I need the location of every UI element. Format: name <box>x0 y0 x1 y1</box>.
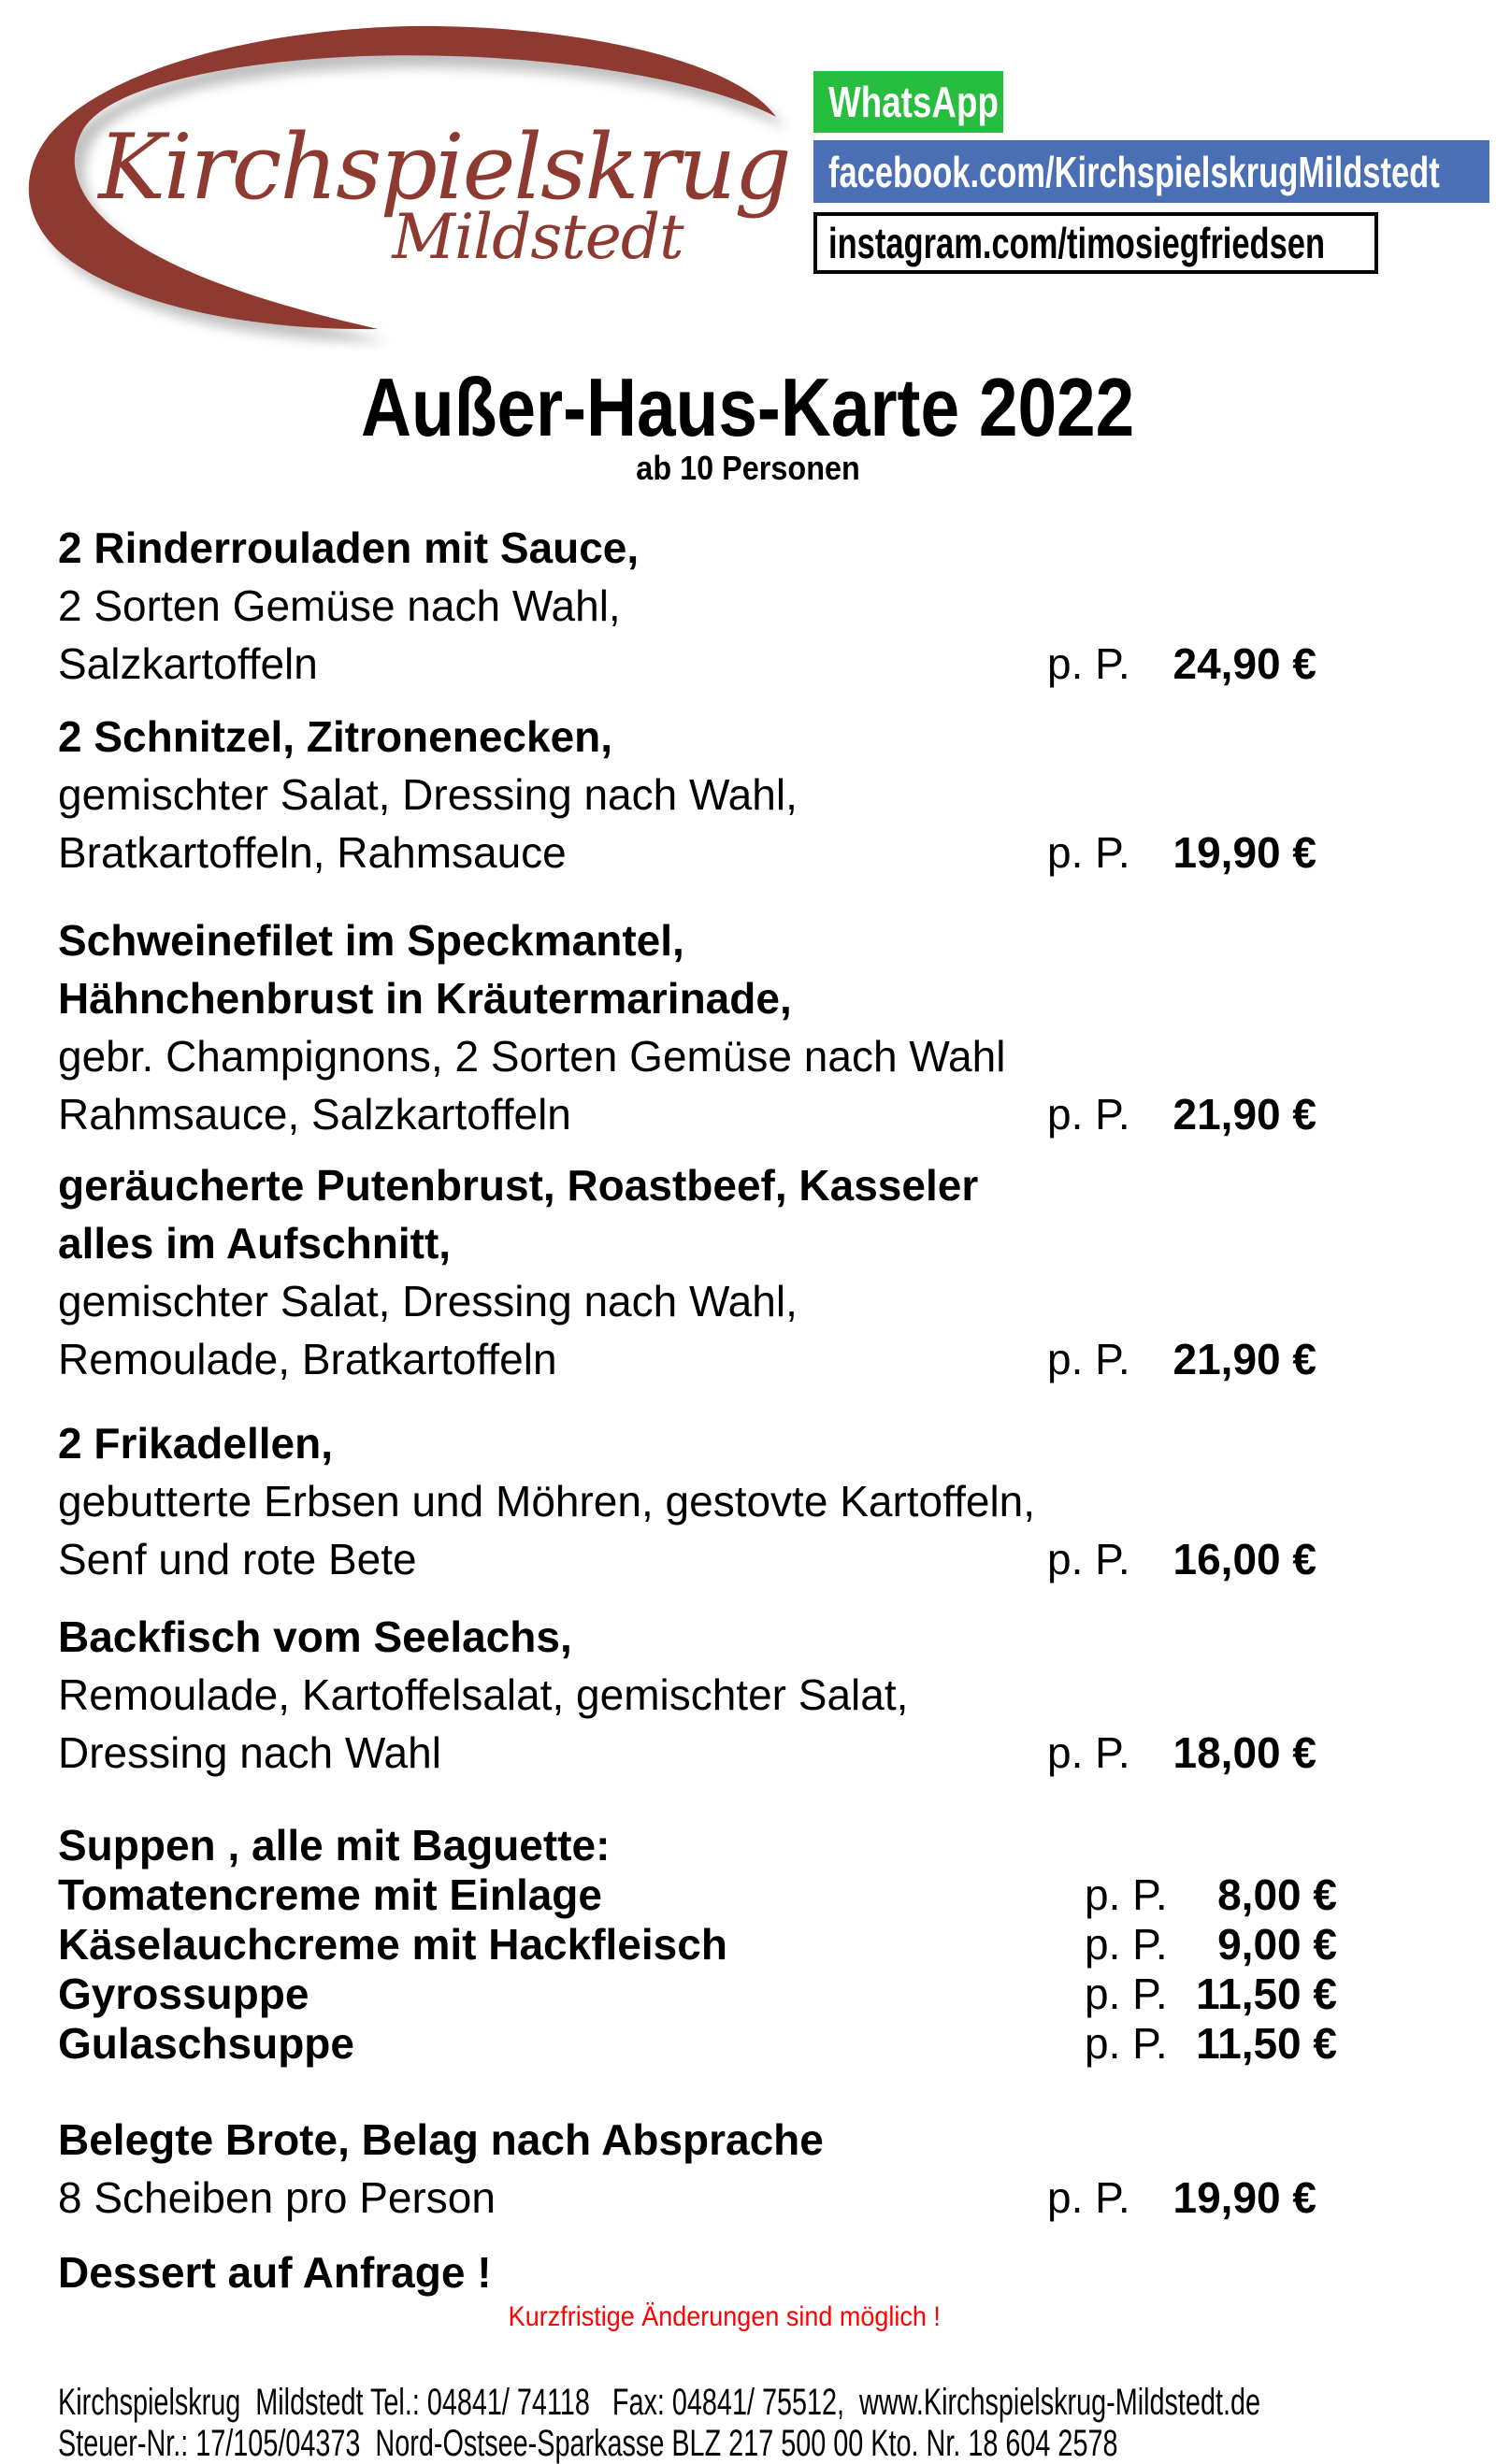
menu-item-line: gebutterte Erbsen und Möhren, gestovte Kartoffeln, <box>58 1477 1036 1526</box>
price-amount: 24,90 € <box>1172 639 1316 688</box>
soup-name: Gyrossuppe <box>58 1970 309 2018</box>
menu-item-line: alles im Aufschnitt, <box>58 1219 452 1268</box>
facebook-badge[interactable] <box>813 140 1489 203</box>
price-amount: 11,50 € <box>1196 1970 1337 2018</box>
price <box>1047 1724 1316 1782</box>
change-notice-text: Kurzfristige Änderungen sind möglich ! <box>508 2301 942 2332</box>
menu-item-line: geräucherte Putenbrust, Roastbeef, Kasseler <box>58 1161 979 1210</box>
menu-item-line: Schweinefilet im Speckmantel, <box>58 916 684 965</box>
price-amount: 18,00 € <box>1172 1728 1316 1777</box>
restaurant-logo <box>7 13 802 359</box>
footer <box>58 2382 1496 2464</box>
footer-bank-line: Steuer-Nr.: 17/105/04373 Nord-Ostsee-Sparkasse BLZ 217 500 00 Kto. Nr. 18 604 2578 <box>58 2423 1118 2464</box>
price <box>1085 1920 1337 1970</box>
menu-item-schnitzel <box>58 708 1316 881</box>
menu-item-line: Dressing nach Wahl <box>58 1728 441 1777</box>
menu-item-belegte-brote <box>58 2111 1316 2227</box>
price-amount: 21,90 € <box>1172 1335 1316 1383</box>
price-label: p. P. <box>1085 1970 1168 2018</box>
menu-item-schweinefilet <box>58 911 1316 1143</box>
instagram-badge-label: instagram.com/timosiegfriedsen <box>828 219 1326 267</box>
logo-name-text: Kirchspielskrug <box>98 115 790 220</box>
price-amount: 21,90 € <box>1172 1090 1316 1139</box>
menu-item-line: Dessert auf Anfrage ! <box>58 2248 492 2297</box>
price-label: p. P. <box>1047 828 1130 877</box>
whatsapp-badge-label: WhatsApp <box>828 78 999 126</box>
price-label: p. P. <box>1085 1870 1168 1919</box>
price-label: p. P. <box>1085 2019 1168 2068</box>
menu-item-line: Rahmsauce, Salzkartoffeln <box>58 1090 571 1139</box>
price-amount: 19,90 € <box>1172 2173 1316 2222</box>
price <box>1047 1330 1316 1388</box>
price <box>1085 2019 1337 2069</box>
menu-item-aufschnitt <box>58 1156 1316 1388</box>
menu-item-line: Remoulade, Bratkartoffeln <box>58 1335 557 1383</box>
page-title <box>0 359 1496 456</box>
price-amount: 9,00 € <box>1217 1920 1337 1969</box>
menu-item-line: gemischter Salat, Dressing nach Wahl, <box>58 1277 798 1325</box>
menu-item-frikadellen <box>58 1414 1316 1588</box>
price-label: p. P. <box>1047 1090 1130 1139</box>
soup-name: Gulaschsuppe <box>58 2019 354 2068</box>
price-label: p. P. <box>1047 2173 1130 2222</box>
menu-item-rinderrouladen <box>58 519 1316 693</box>
menu-item-line: 2 Sorten Gemüse nach Wahl, <box>58 581 621 630</box>
price-label: p. P. <box>1047 1335 1130 1383</box>
menu-item-line: 2 Frikadellen, <box>58 1419 334 1468</box>
instagram-badge[interactable] <box>813 212 1378 274</box>
menu-item-dessert <box>58 2243 1316 2301</box>
change-notice <box>0 2301 1449 2333</box>
menu-item-line: Hähnchenbrust in Kräutermarinade, <box>58 974 792 1023</box>
menu-item-line: 2 Schnitzel, Zitronenecken, <box>58 712 613 761</box>
footer-contact-line: Kirchspielskrug Mildstedt Tel.: 04841/ 74118 Fax: 04841/ 75512, www.Kirchspielskrug-Mildstedt.de <box>58 2382 1261 2423</box>
price <box>1047 635 1316 693</box>
menu-item-line: Salzkartoffeln <box>58 639 318 688</box>
price-label: p. P. <box>1047 1728 1130 1777</box>
price-label: p. P. <box>1047 639 1130 688</box>
menu-item-line: Remoulade, Kartoffelsalat, gemischter Salat, <box>58 1670 909 1719</box>
price <box>1047 824 1316 881</box>
menu-item-backfisch <box>58 1608 1316 1782</box>
price-amount: 8,00 € <box>1217 1870 1337 1919</box>
price-label: p. P. <box>1085 1920 1168 1969</box>
price-amount: 16,00 € <box>1172 1535 1316 1583</box>
page-title-text: Außer-Haus-Karte 2022 <box>361 361 1135 453</box>
soup-name: Tomatencreme mit Einlage <box>58 1870 602 1919</box>
page-subtitle <box>0 449 1496 488</box>
price <box>1047 1530 1316 1588</box>
menu-item-line: gemischter Salat, Dressing nach Wahl, <box>58 770 798 819</box>
facebook-badge-label: facebook.com/KirchspielskrugMildstedt <box>828 147 1440 196</box>
soups-header: Suppen , alle mit Baguette: <box>58 1821 611 1869</box>
soup-name: Käselauchcreme mit Hackfleisch <box>58 1920 727 1969</box>
menu-item-line: 2 Rinderrouladen mit Sauce, <box>58 523 640 572</box>
menu-item-line: Belegte Brote, Belag nach Absprache <box>58 2115 824 2164</box>
logo-place-text: Mildstedt <box>392 201 683 273</box>
price-amount: 11,50 € <box>1196 2019 1337 2068</box>
price <box>1085 1970 1337 2019</box>
price <box>1047 1085 1316 1143</box>
menu-item-line: Senf und rote Bete <box>58 1535 417 1583</box>
menu-item-line: Bratkartoffeln, Rahmsauce <box>58 828 567 877</box>
price-amount: 19,90 € <box>1172 828 1316 877</box>
whatsapp-badge[interactable] <box>813 71 1003 133</box>
price <box>1085 1870 1337 1920</box>
menu-item-line: 8 Scheiben pro Person <box>58 2173 496 2222</box>
price <box>1047 2169 1316 2227</box>
menu-section-soups <box>58 1821 1337 2069</box>
page-subtitle-text: ab 10 Personen <box>636 449 860 487</box>
menu-item-line: Backfisch vom Seelachs, <box>58 1612 572 1661</box>
menu-item-line: gebr. Champignons, 2 Sorten Gemüse nach Wahl <box>58 1032 1006 1081</box>
price-label: p. P. <box>1047 1535 1130 1583</box>
